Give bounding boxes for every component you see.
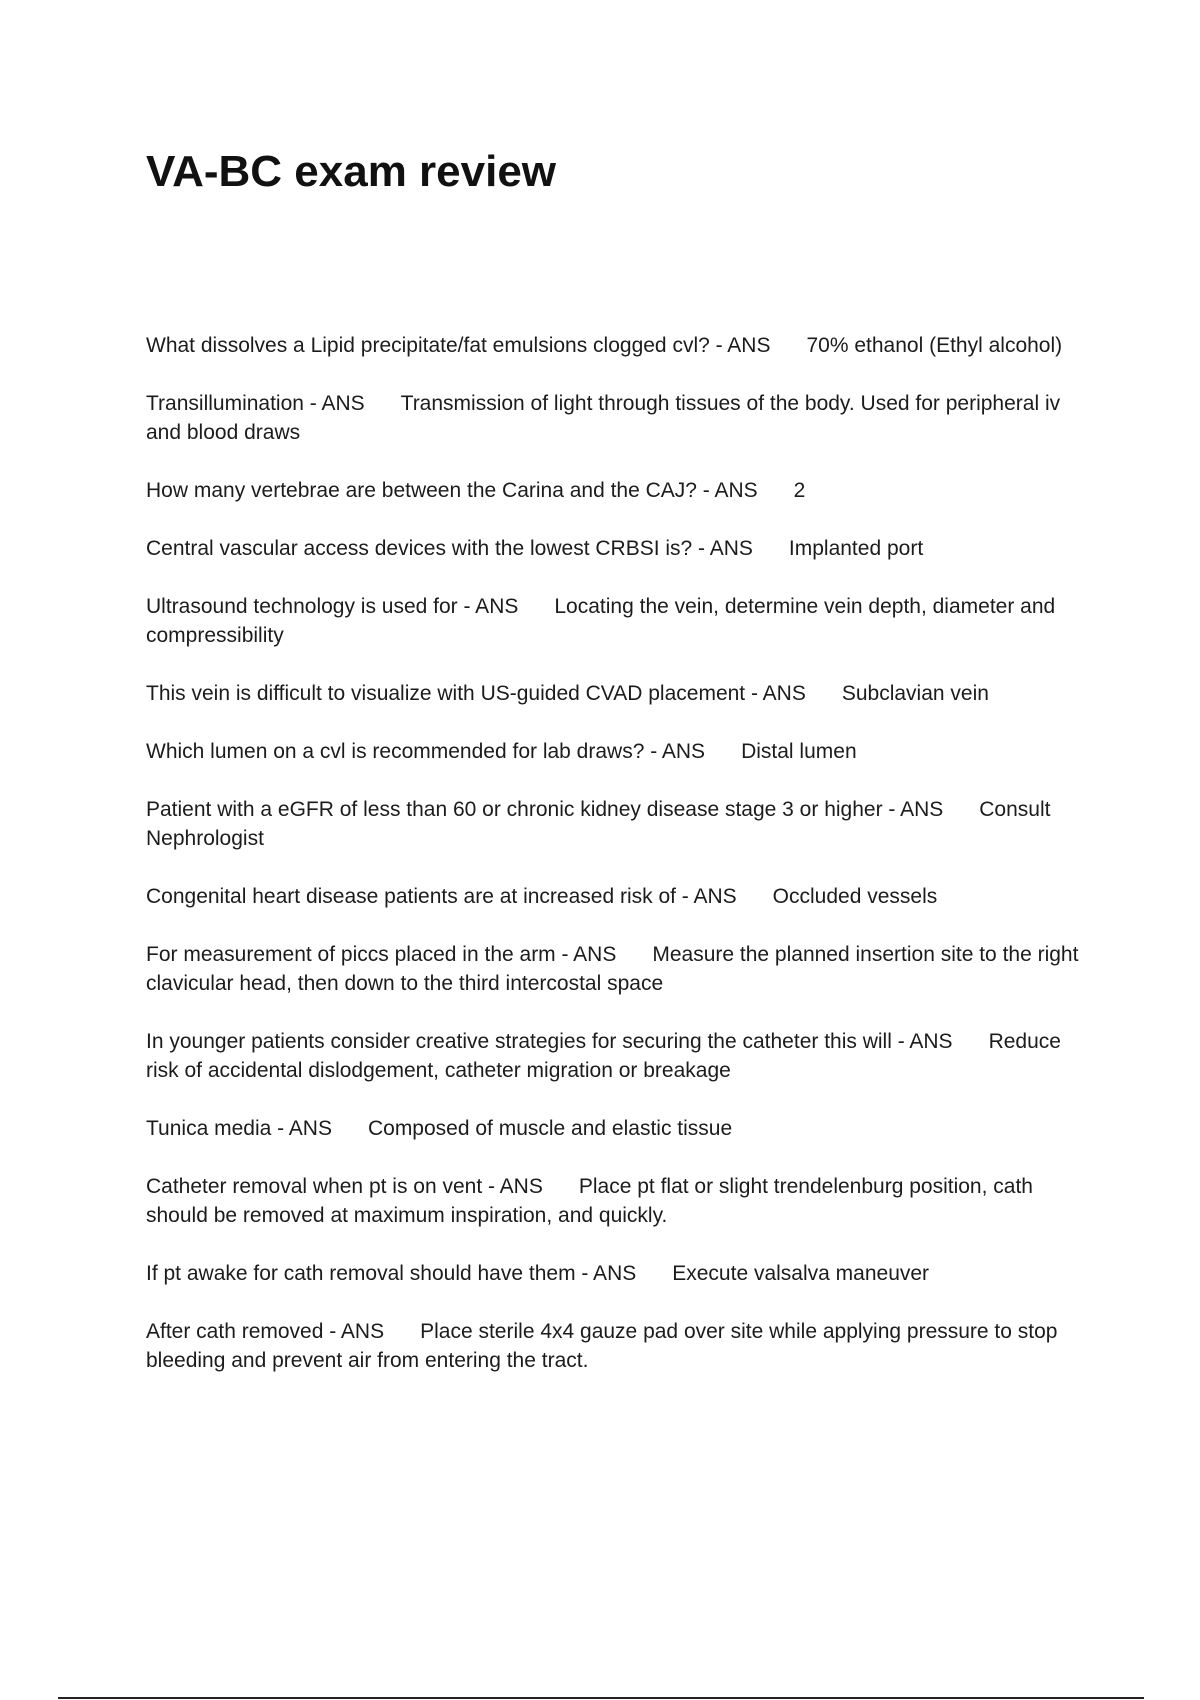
qa-item	[146, 882, 1096, 911]
qa-item	[146, 679, 1096, 708]
answer-text: Locating the vein, determine vein depth, diameter and compressibility	[146, 595, 1056, 647]
question-text: Which lumen on a cvl is recommended for lab draws? - ANS	[146, 740, 706, 763]
question-text: For measurement of piccs placed in the arm - ANS	[146, 943, 617, 966]
qa-item	[146, 1172, 1096, 1230]
answer-text: Composed of muscle and elastic tissue	[367, 1117, 733, 1140]
qa-list	[146, 331, 1096, 1404]
answer-text: Distal lumen	[741, 740, 857, 763]
answer-text: Place pt flat or slight trendelenburg position, cath should be removed at maximum inspiration, and quickly.	[146, 1175, 1033, 1227]
page-title: VA-BC exam review	[146, 147, 557, 196]
question-text: Patient with a eGFR of less than 60 or chronic kidney disease stage 3 or higher - ANS	[146, 798, 944, 821]
qa-item	[146, 1317, 1096, 1375]
question-text: Tunica media - ANS	[146, 1117, 332, 1140]
qa-item	[146, 737, 1096, 766]
qa-item	[146, 331, 1096, 360]
answer-text: Implanted port	[788, 537, 924, 560]
question-text: In younger patients consider creative strategies for securing the catheter this will - ANS	[146, 1030, 953, 1053]
question-text: Transillumination - ANS	[146, 392, 365, 415]
question-text: If pt awake for cath removal should have them - ANS	[146, 1262, 637, 1285]
answer-text: 2	[793, 479, 806, 502]
answer-text: Place sterile 4x4 gauze pad over site while applying pressure to stop bleeding and prevent air from entering the tract.	[146, 1320, 1058, 1372]
qa-item	[146, 476, 1096, 505]
answer-text: Occluded vessels	[772, 885, 938, 908]
qa-item	[146, 1114, 1096, 1143]
qa-item	[146, 534, 1096, 563]
question-text: Ultrasound technology is used for - ANS	[146, 595, 519, 618]
qa-item	[146, 389, 1096, 447]
answer-text: Consult Nephrologist	[146, 798, 1051, 850]
answer-text: Reduce risk of accidental dislodgement, catheter migration or breakage	[146, 1030, 1061, 1082]
footer-divider	[58, 1697, 1144, 1699]
qa-item	[146, 795, 1096, 853]
answer-text: 70% ethanol (Ethyl alcohol)	[806, 334, 1063, 357]
answer-text: Transmission of light through tissues of the body. Used for peripheral iv and blood draws	[146, 392, 1061, 444]
question-text: Central vascular access devices with the lowest CRBSI is? - ANS	[146, 537, 753, 560]
question-text: How many vertebrae are between the Carina and the CAJ? - ANS	[146, 479, 758, 502]
answer-text: Execute valsalva maneuver	[672, 1262, 930, 1285]
question-text: Congenital heart disease patients are at increased risk of - ANS	[146, 885, 737, 908]
question-text: Catheter removal when pt is on vent - ANS	[146, 1175, 543, 1198]
question-text: What dissolves a Lipid precipitate/fat emulsions clogged cvl? - ANS	[146, 334, 771, 357]
qa-item	[146, 592, 1096, 650]
qa-item	[146, 1027, 1096, 1085]
qa-item	[146, 940, 1096, 998]
answer-text: Measure the planned insertion site to the right clavicular head, then down to the third intercostal space	[146, 943, 1079, 995]
question-text: After cath removed - ANS	[146, 1320, 385, 1343]
answer-text: Subclavian vein	[841, 682, 989, 705]
question-text: This vein is difficult to visualize with US-guided CVAD placement - ANS	[146, 682, 806, 705]
qa-item	[146, 1259, 1096, 1288]
